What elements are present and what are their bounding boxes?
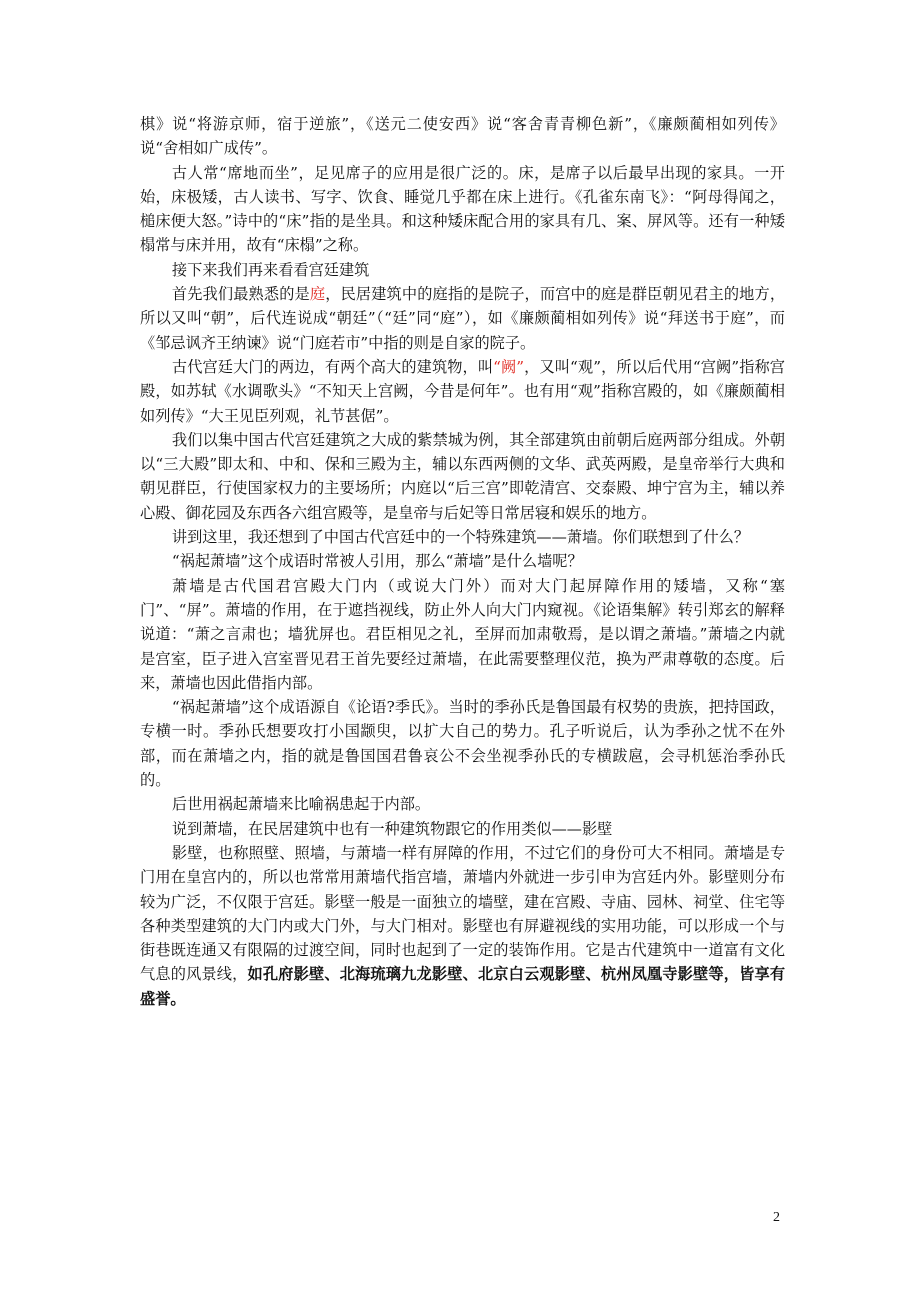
paragraph-furniture: 古人常“席地而坐”，足见席子的应用是很广泛的。床，是席子以后最早出现的家具。一开始，床极矮，古人读书、写字、饮食、睡觉几乎都在床上进行。《孔雀东南飞》：“阿母得闻之，槌床便大怒。”诗中的“床”指的是坐具。和这种矮床配合用的家具有几、案、屏风等。还有一种矮榻常与床并用，故有“床榻”之称。 — [140, 163, 785, 255]
document-body — [140, 112, 785, 1011]
que-text-before: 古代宫廷大门的两边，有两个高大的建筑物，叫 — [171, 357, 494, 376]
paragraph-transition: 接下来我们再来看看宫廷建筑 — [171, 260, 370, 279]
paragraph-que — [140, 355, 785, 428]
ting-highlight: 庭 — [309, 285, 326, 304]
yingbi-bold-examples: 如孔府影壁、北海琉璃九龙影壁、北京白云观影壁、杭州凤凰寺影壁等，皆享有盛誉。 — [140, 965, 786, 1008]
page-number: 2 — [773, 1210, 780, 1225]
que-highlight: “阙” — [493, 357, 525, 376]
paragraph-idiom-meaning: 后世用祸起萧墙来比喻祸患起于内部。 — [171, 795, 431, 814]
paragraph-xiaoqiang-intro: 讲到这里，我还想到了中国古代宫廷中的一个特殊建筑——萧墙。你们联想到了什么？ — [171, 528, 750, 547]
paragraph-yingbi-intro: 说到萧墙，在民居建筑中也有一种建筑物跟它的作用类似——影壁 — [171, 819, 613, 838]
paragraph-yingbi — [140, 841, 785, 1011]
ting-text-before: 首先我们最熟悉的是 — [171, 285, 310, 304]
ting-text-after: ，民居建筑中的庭指的是院子，而宫中的庭是群臣朝见君主的地方，所以又叫“朝”，后代连说成“朝廷”（“廷”同“庭”），如《廉颇蔺相如列传》说“拜送书于庭”，而《邹忌讽齐王纳谏》说“门庭若市”中指的则是自家的院子。 — [140, 285, 786, 352]
que-text-after: ，又叫“观”，所以后代用“宫阙”指称宫殿，如苏轼《水调歌头》“不知天上宫阙，今昔是何年”。也有用“观”指称宫殿的，如《廉颇蔺相如列传》“大王见臣列观，礼节甚倨”。 — [140, 357, 785, 425]
paragraph-continuation: 棋》说“将游京师，宿于逆旅”，《送元二使安西》说“客舍青青柳色新”，《廉颇蔺相如列传》说“舍相如广成传”。 — [140, 115, 785, 158]
yingbi-text: 影壁，也称照壁、照墙，与萧墙一样有屏障的作用，不过它们的身份可大不相同。萧墙是专门用在皇宫内的，所以也常常用萧墙代指宫墙，萧墙内外就进一步引申为宫廷内外。影壁则分布较为广泛，不仅限于宫廷。影壁一般是一面独立的墙壁，建在宫殿、寺庙、园林、祠堂、住宅等各种类型建筑的大门内或大门外，与大门相对。影壁也有屏避视线的实用功能，可以形成一个与街巷既连通又有限隔的过渡空间，同时也起到了一定的装饰作用。它是古代建筑中一道富有文化气息的风景线， — [140, 843, 785, 984]
paragraph-idiom-origin: “祸起萧墙”这个成语源自《论语?季氏》。当时的季孙氏是鲁国最有权势的贵族，把持国政，专横一时。季孙氏想要攻打小国颛臾，以扩大自己的势力。孔子听说后，认为季孙之忧不在外部，而在萧墙之内，指的就是鲁国国君鲁哀公不会坐视季孙氏的专横跋扈，会寻机惩治季孙氏的。 — [140, 698, 785, 790]
paragraph-forbidden-city: 我们以集中国古代宫廷建筑之大成的紫禁城为例，其全部建筑由前朝后庭两部分组成。外朝以“三大殿”即太和、中和、保和三殿为主，辅以东西两侧的文华、武英两殿，是皇帝举行大典和朝见群臣，行使国家权力的主要场所；内庭以“后三宫”即乾清宫、交泰殿、坤宁宫为主，辅以养心殿、御花园及东西各六组宫殿等，是皇帝与后妃等日常居寝和娱乐的地方。 — [140, 430, 785, 522]
paragraph-ting — [140, 282, 785, 355]
paragraph-xiaoqiang-question: “祸起萧墙”这个成语时常被人引用，那么“萧墙”是什么墙呢？ — [171, 552, 583, 571]
paragraph-xiaoqiang-definition: 萧墙是古代国君宫殿大门内（或说大门外）而对大门起屏障作用的矮墙，又称“塞门”、“屏”。萧墙的作用，在于遮挡视线，防止外人向大门内窥视。《论语集解》转引郑玄的解释说道：“萧之言肃也；墙犹屏也。君臣相见之礼，至屏而加肃敬焉，是以谓之萧墙。”萧墙之内就是宫室，臣子进入宫室晋见君王首先要经过萧墙，在此需要整理仪范，换为严肃尊敬的态度。后来，萧墙也因此借指内部。 — [140, 576, 785, 692]
